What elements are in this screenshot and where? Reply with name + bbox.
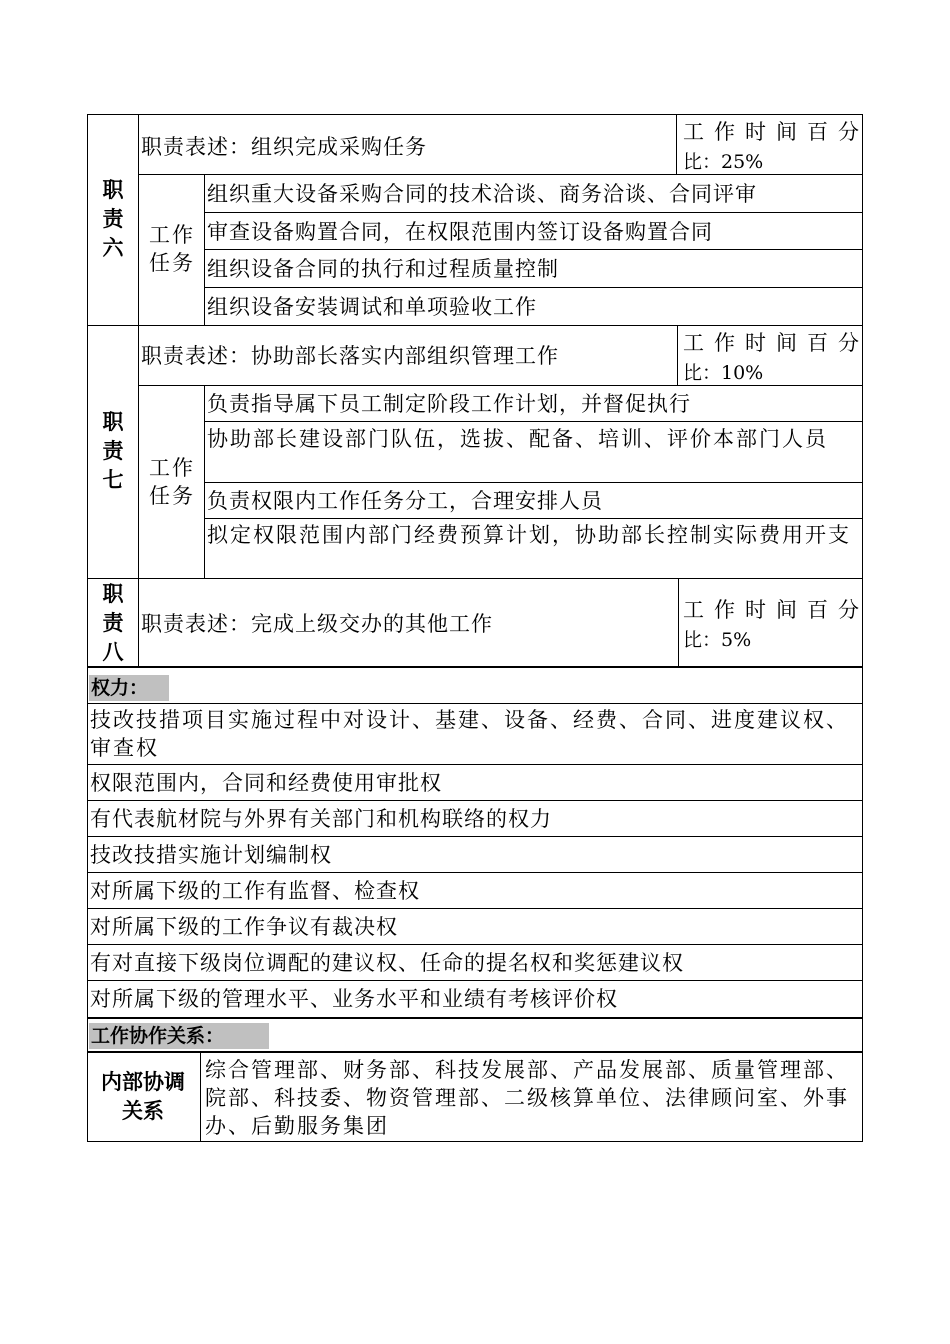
time-percent-label: 工作时间百分 [683,598,859,622]
power-item: 技改技措项目实施过程中对设计、基建、设备、经费、合同、进度建议权、审查权 [90,708,849,760]
time-percent-value: 比：10% [683,362,764,384]
task-text: 组织设备安装调试和单项验收工作 [207,295,537,319]
tasks-label: 工作任务 [149,456,195,508]
task-text: 负责权限内工作任务分工，合理安排人员 [207,489,603,513]
time-percent-label: 工作时间百分 [683,120,859,144]
power-item: 有代表航材院与外界有关部门和机构联络的权力 [90,807,552,831]
power-header: 权力： [89,675,169,701]
task-text: 负责指导属下员工制定阶段工作计划，并督促执行 [207,392,691,416]
duty-label: 职责七 [102,410,124,492]
duty-desc: 职责表述：协助部长落实内部组织管理工作 [141,344,559,368]
time-percent-value: 比：5% [683,629,752,651]
time-percent-value: 比：25% [683,151,764,173]
power-item: 权限范围内，合同和经费使用审批权 [90,771,442,795]
power-item: 对所属下级的管理水平、业务水平和业绩有考核评价权 [90,987,618,1011]
task-text: 组织重大设备采购合同的技术洽谈、商务洽谈、合同评审 [207,182,757,206]
internal-text: 综合管理部、财务部、科技发展部、产品发展部、质量管理部、院部、科技委、物资管理部、二级核算单位、法律顾问室、外事办、后勤服务集团 [205,1058,849,1138]
duty-desc: 职责表述：完成上级交办的其他工作 [141,612,493,636]
power-item: 有对直接下级岗位调配的建议权、任命的提名权和奖惩建议权 [90,951,684,975]
duty-desc: 职责表述：组织完成采购任务 [141,135,427,159]
task-text: 组织设备合同的执行和过程质量控制 [207,257,559,281]
cooperation-header: 工作协作关系： [89,1023,269,1049]
tasks-label: 工作任务 [149,223,195,275]
duty-label: 职责六 [102,178,124,260]
power-header-row [87,666,863,704]
power-item: 对所属下级的工作有监督、检查权 [90,879,420,903]
task-text: 审查设备购置合同，在权限范围内签订设备购置合同 [207,220,713,244]
duty-label: 职责八 [102,582,124,664]
power-item: 对所属下级的工作争议有裁决权 [90,915,398,939]
task-text: 拟定权限范围内部门经费预算计划，协助部长控制实际费用开支 [207,523,851,547]
power-item: 技改技措实施计划编制权 [90,843,332,867]
time-percent-label: 工作时间百分 [683,331,859,355]
task-text: 协助部长建设部门队伍，选拔、配备、培训、评价本部门人员 [207,427,828,451]
internal-label: 内部协调关系 [101,1070,185,1123]
